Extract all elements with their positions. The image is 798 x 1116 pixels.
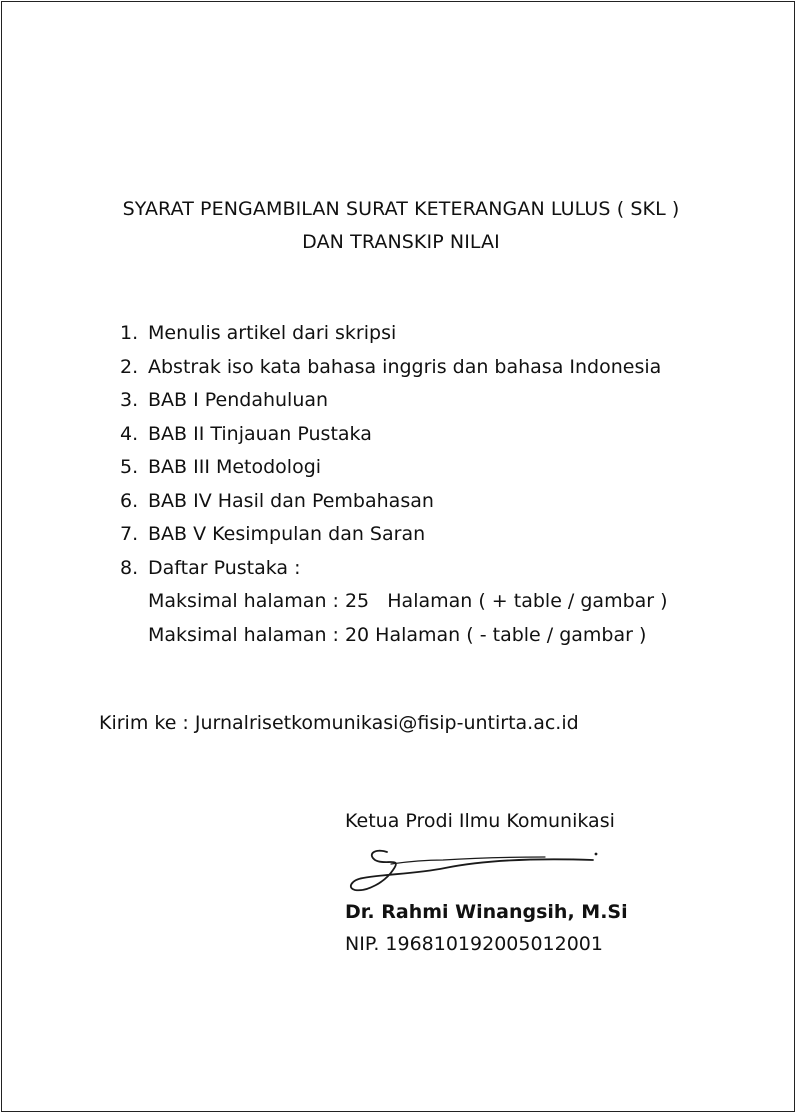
- submission-email-line: Kirim ke : Jurnalrisetkomunikasi@fisip-untirta.ac.id: [99, 712, 579, 734]
- signatory-role-block: [345, 808, 615, 835]
- requirement-number: 8.: [120, 556, 139, 579]
- requirement-item: [120, 387, 668, 421]
- requirement-text: BAB I Pendahuluan: [148, 389, 329, 411]
- requirement-text: Menulis artikel dari skripsi: [148, 322, 397, 344]
- requirement-number: 7.: [120, 523, 139, 545]
- page-limit-line: Maksimal halaman : 20 Halaman ( - table / gambar ): [148, 623, 647, 646]
- requirement-item: [120, 521, 668, 555]
- requirement-number: 5.: [120, 456, 139, 478]
- requirement-number: 2.: [120, 355, 139, 378]
- requirement-item: [120, 555, 668, 589]
- requirement-item: [120, 354, 668, 388]
- requirement-text: Abstrak iso kata bahasa inggris dan bahasa Indonesia: [148, 355, 662, 378]
- requirement-text: BAB V Kesimpulan dan Saran: [148, 523, 426, 545]
- requirement-text: Daftar Pustaka :: [148, 556, 301, 579]
- requirement-item: [120, 454, 668, 488]
- requirement-item: [120, 488, 668, 522]
- page-limit-line: Maksimal halaman : 25 Halaman ( + table / gambar ): [148, 590, 668, 612]
- signatory-name: Dr. Rahmi Winangsih, M.Si: [345, 901, 628, 923]
- requirement-number: 4.: [120, 422, 139, 445]
- signatory-role: Ketua Prodi Ilmu Komunikasi: [345, 810, 615, 832]
- requirement-number: 1.: [120, 322, 139, 344]
- document-title-line-2: DAN TRANSKIP NILAI: [302, 231, 500, 253]
- requirement-text: BAB II Tinjauan Pustaka: [148, 422, 372, 445]
- requirement-text: BAB IV Hasil dan Pembahasan: [148, 489, 434, 512]
- requirement-number: 6.: [120, 489, 139, 512]
- handwritten-signature: [345, 840, 607, 900]
- requirements-list: [120, 320, 668, 655]
- signatory-nip: NIP. 196810192005012001: [345, 933, 603, 955]
- document-title-line-1: SYARAT PENGAMBILAN SURAT KETERANGAN LULUS ( SKL ): [122, 198, 680, 220]
- requirement-item: [120, 320, 668, 354]
- requirement-item: [120, 421, 668, 455]
- requirement-number: 3.: [120, 389, 139, 411]
- requirement-text: BAB III Metodologi: [148, 456, 322, 478]
- document-page: [1, 1, 795, 1112]
